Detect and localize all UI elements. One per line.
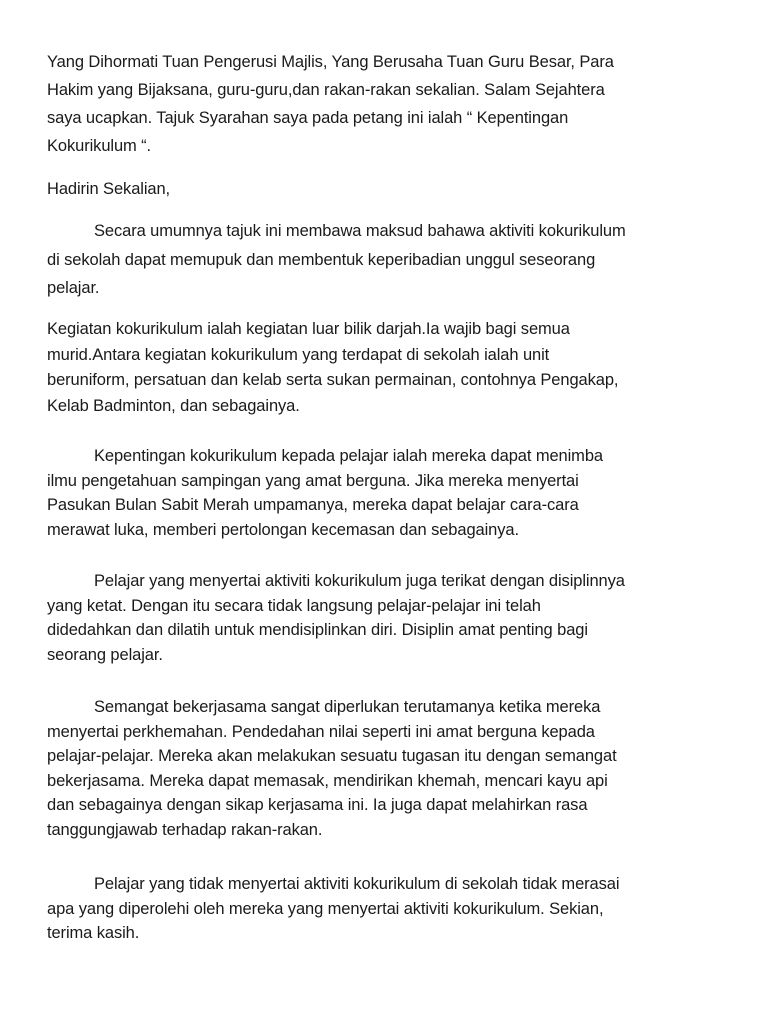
text-line: beruniform, persatuan dan kelab serta sukan permainan, contohnya Pengakap, xyxy=(47,371,619,389)
paragraph-salutation xyxy=(47,48,737,160)
text-line: Kepentingan kokurikulum kepada pelajar ialah mereka dapat menimba xyxy=(94,447,603,465)
text-line: murid.Antara kegiatan kokurikulum yang terdapat di sekolah ialah unit xyxy=(47,345,550,364)
paragraph-discipline xyxy=(47,569,737,667)
text-line: di sekolah dapat memupuk dan membentuk keperibadian unggul seseorang xyxy=(47,250,596,269)
text-line: didedahkan dan dilatih untuk mendisiplinkan diri. Disiplin amat penting bagi xyxy=(47,621,588,639)
text-line: dan sebagainya dengan sikap kerjasama ini. Ia juga dapat melahirkan rasa xyxy=(47,796,588,815)
text-line: seorang pelajar. xyxy=(47,645,163,664)
text-line: merawat luka, memberi pertolongan kecemasan dan sebagainya. xyxy=(47,520,519,539)
paragraph-teamwork xyxy=(47,695,737,843)
text-line: pelajar. xyxy=(47,279,100,297)
text-line: Yang Dihormati Tuan Pengerusi Majlis, Yang Berusaha Tuan Guru Besar, Para xyxy=(47,53,614,71)
text-line: Kegiatan kokurikulum ialah kegiatan luar bilik darjah.Ia wajib bagi semua xyxy=(47,320,570,338)
paragraph-definition xyxy=(47,317,737,419)
text-line: apa yang diperolehi oleh mereka yang menyertai aktiviti kokurikulum. Sekian, xyxy=(47,899,604,918)
text-line: Hadirin Sekalian, xyxy=(47,180,171,198)
text-line: Kokurikulum “. xyxy=(47,137,152,155)
text-line: menyertai perkhemahan. Pendedahan nilai seperti ini amat berguna kepada xyxy=(47,722,595,741)
text-line: terima kasih. xyxy=(47,924,140,942)
text-line: yang ketat. Dengan itu secara tidak langsung pelajar-pelajar ini telah xyxy=(47,596,541,615)
text-line: bekerjasama. Mereka dapat memasak, mendirikan khemah, mencari kayu api xyxy=(47,771,608,790)
paragraph-closing xyxy=(47,872,737,946)
paragraph-greeting xyxy=(47,175,737,203)
text-line: saya ucapkan. Tajuk Syarahan saya pada petang ini ialah “ Kepentingan xyxy=(47,109,569,127)
text-line: Semangat bekerjasama sangat diperlukan terutamanya ketika mereka xyxy=(94,698,601,716)
paragraph-intro xyxy=(47,217,737,303)
text-line: tanggungjawab terhadap rakan-rakan. xyxy=(47,820,323,839)
text-line: Kelab Badminton, dan sebagainya. xyxy=(47,396,300,415)
text-line: Secara umumnya tajuk ini membawa maksud bahawa aktiviti kokurikulum xyxy=(94,222,626,240)
text-line: Pasukan Bulan Sabit Merah umpamanya, mereka dapat belajar cara-cara xyxy=(47,496,579,514)
text-line: pelajar-pelajar. Mereka akan melakukan sesuatu tugasan itu dengan semangat xyxy=(47,747,617,766)
text-line: ilmu pengetahuan sampingan yang amat berguna. Jika mereka menyertai xyxy=(47,471,579,490)
paragraph-knowledge xyxy=(47,444,737,542)
text-line: Pelajar yang menyertai aktiviti kokurikulum juga terikat dengan disiplinnya xyxy=(94,572,625,590)
text-line: Hakim yang Bijaksana, guru-guru,dan rakan-rakan sekalian. Salam Sejahtera xyxy=(47,81,605,99)
text-line: Pelajar yang tidak menyertai aktiviti kokurikulum di sekolah tidak merasai xyxy=(94,875,620,893)
